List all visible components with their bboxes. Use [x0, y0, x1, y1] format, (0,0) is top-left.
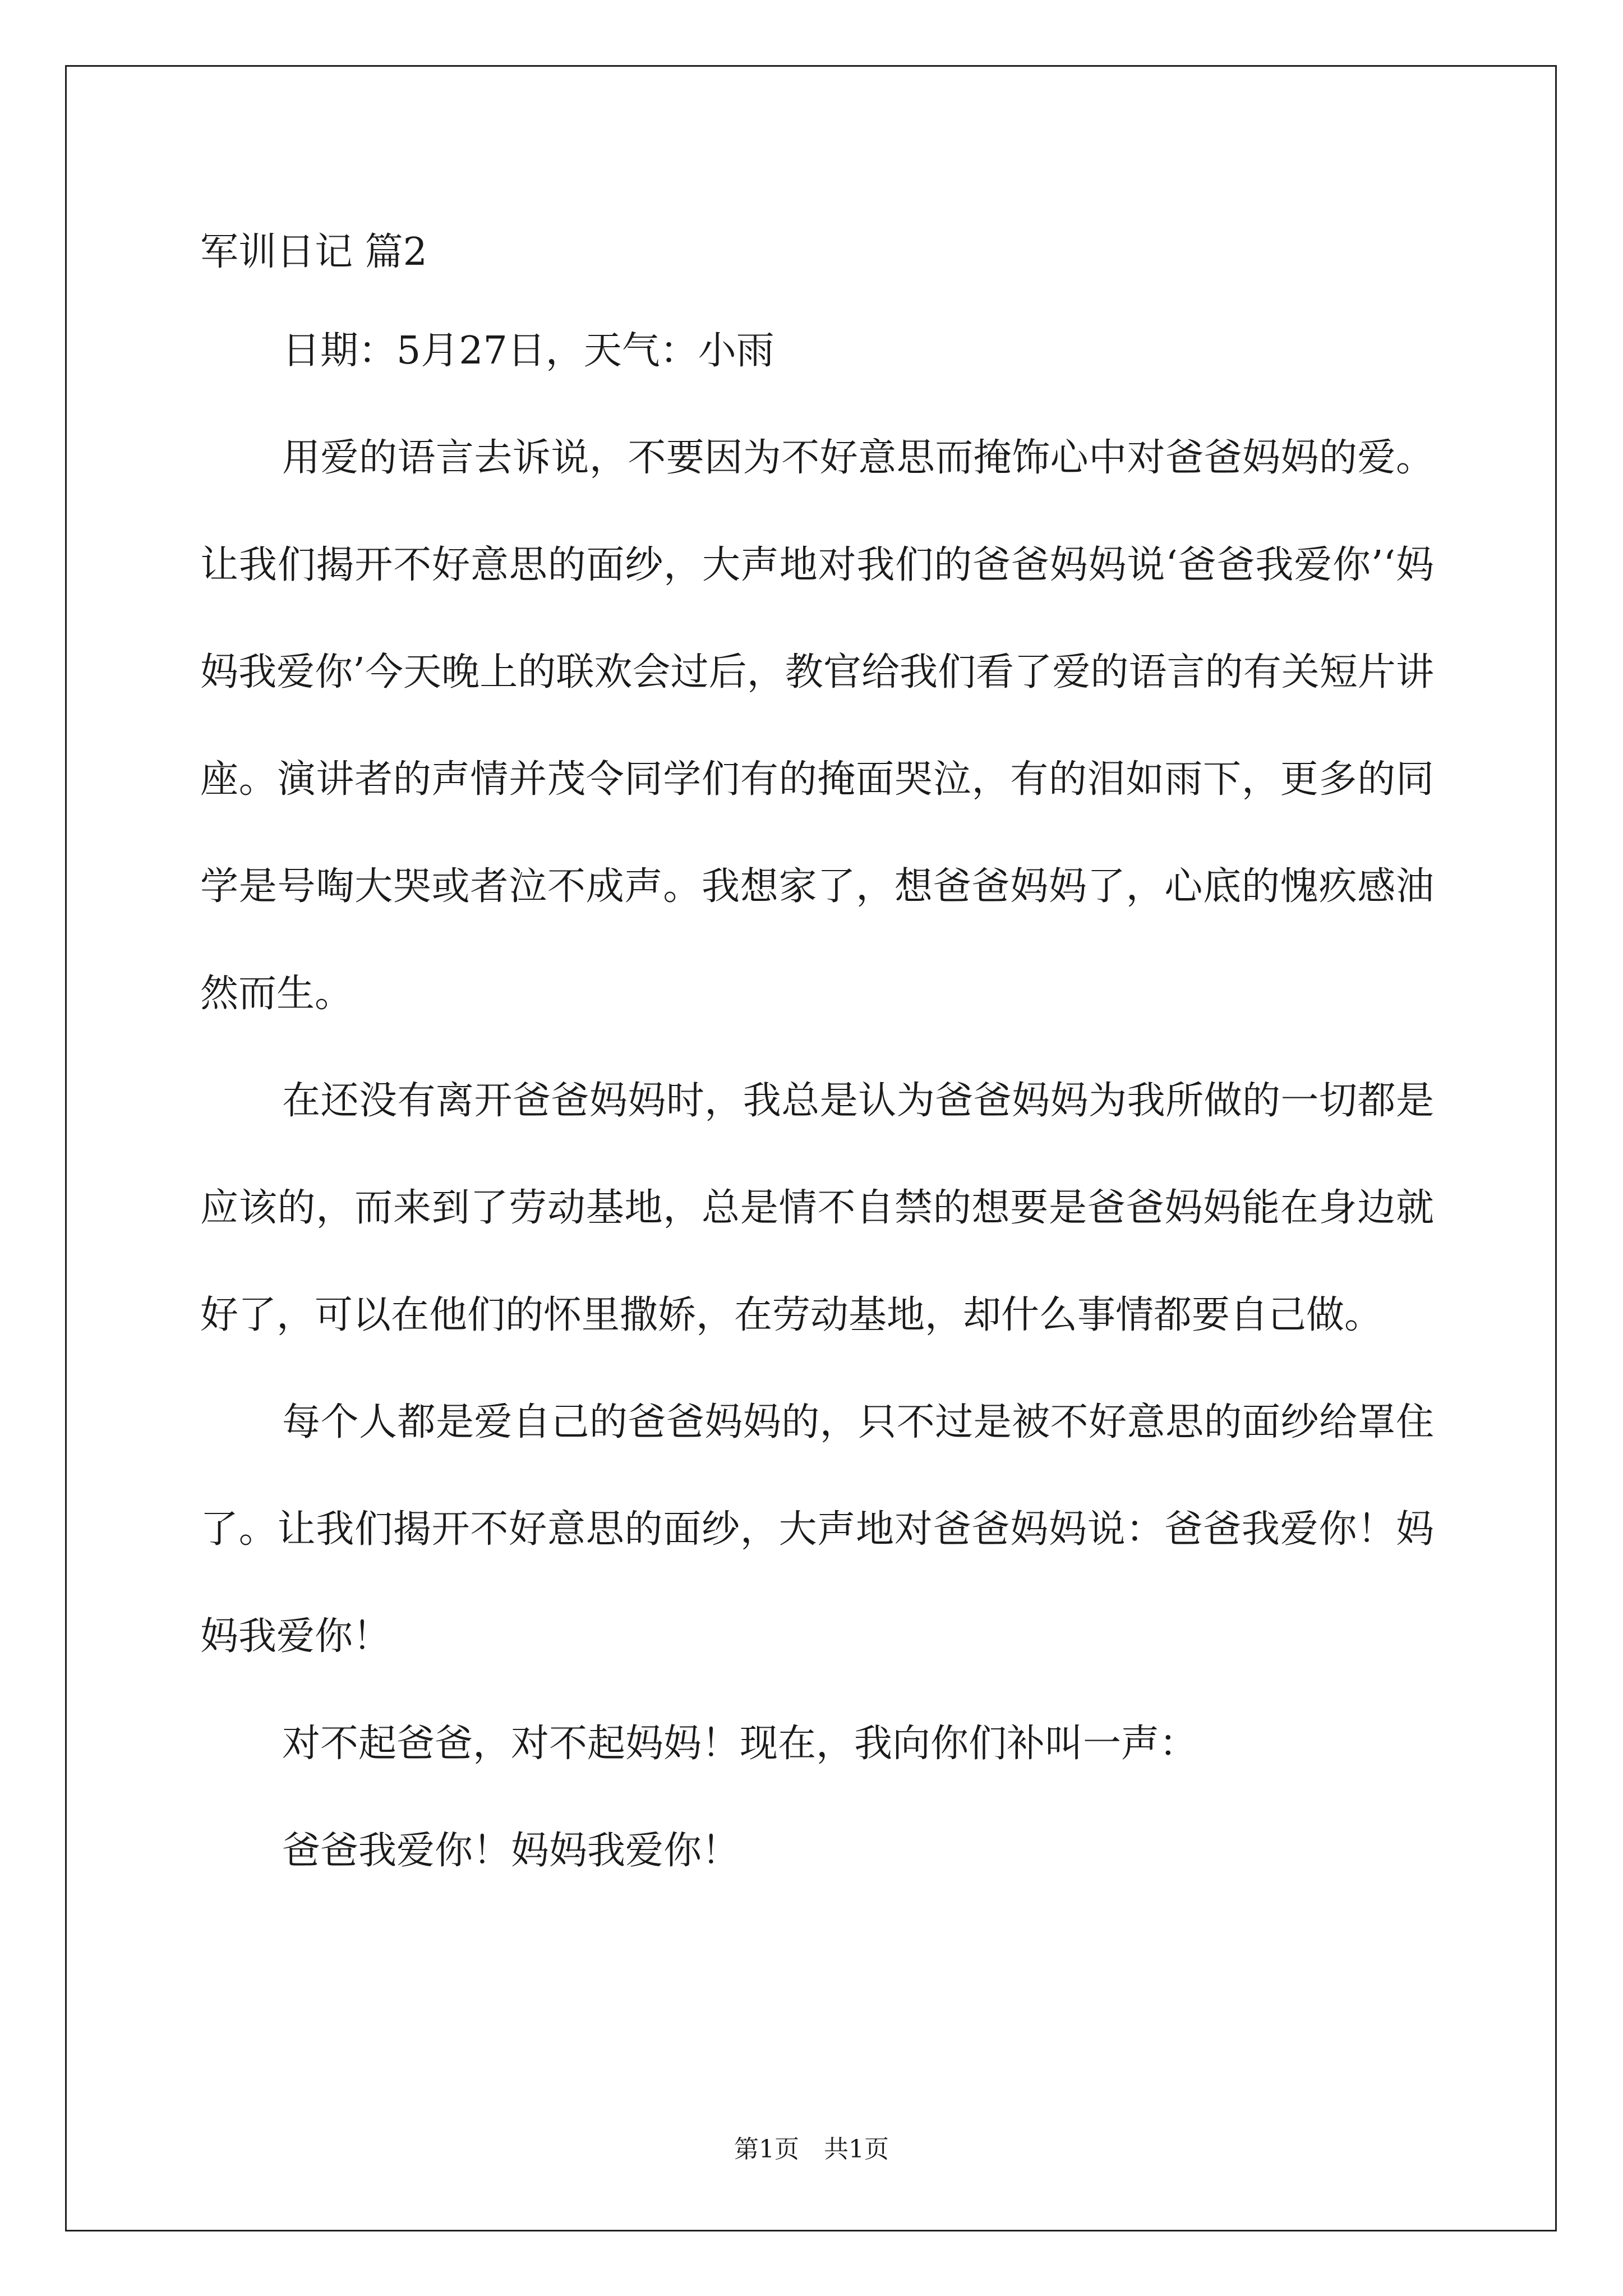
paragraph: 用爱的语言去诉说，不要因为不好意思而掩饰心中对爸爸妈妈的爱。让我们揭开不好意思的面纱，大声地对我们的爸爸妈妈说‘爸爸我爱你’‘妈妈我爱你’今天晚上的联欢会过后，教官给我们看了爱的语言的有关短片讲座。演讲者的声情并茂令同学们有的掩面哭泣，有的泪如雨下，更多的同学是号啕大哭或者泣不成声。我想家了，想爸爸妈妈了，心底的愧疚感油然而生。 [200, 436, 1434, 1016]
page-footer: 第1页 共1页 [734, 2135, 889, 2164]
document-title: 军训日记 篇2 [200, 230, 427, 274]
paragraph: 每个人都是爱自己的爸爸妈妈的，只不过是被不好意思的面纱给罩住了。让我们揭开不好意思的面纱，大声地对爸爸妈妈说：爸爸我爱你！妈妈我爱你！ [200, 1400, 1434, 1659]
paragraph-date-weather: 日期：5月27日，天气：小雨 [282, 329, 774, 373]
paragraph: 爸爸我爱你！妈妈我爱你！ [282, 1829, 740, 1873]
paragraph: 在还没有离开爸爸妈妈时，我总是认为爸爸妈妈为我所做的一切都是应该的，而来到了劳动基地，总是情不自禁的想要是爸爸妈妈能在身边就好了，可以在他们的怀里撒娇，在劳动基地，却什么事情都要自己做。 [200, 1079, 1434, 1337]
document-body [200, 208, 1434, 1904]
paragraph: 对不起爸爸，对不起妈妈！现在，我向你们补叫一声： [282, 1722, 1198, 1766]
